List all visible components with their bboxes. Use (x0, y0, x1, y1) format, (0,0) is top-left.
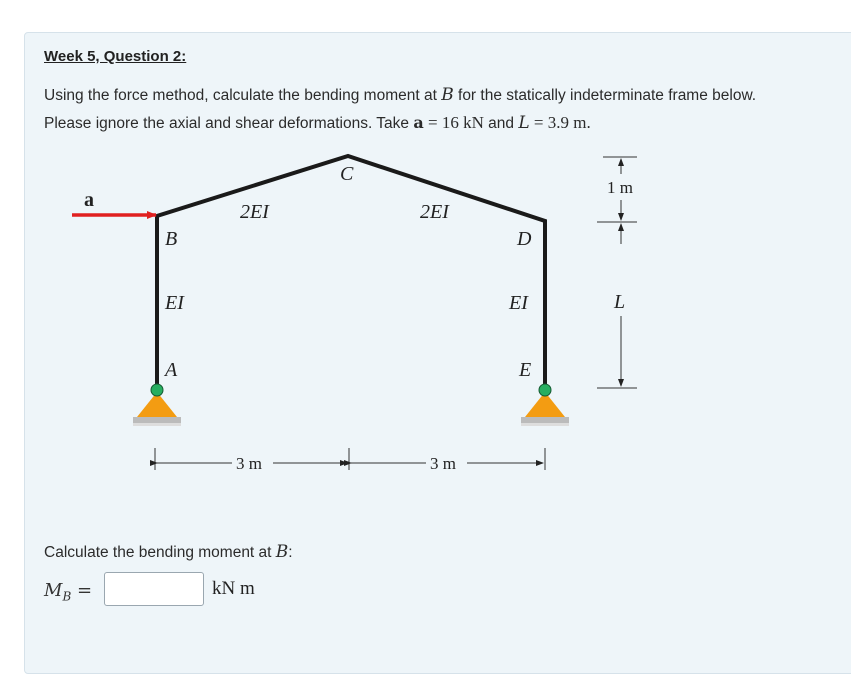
text-segment: and (483, 115, 519, 132)
math-var-L: L (518, 113, 530, 133)
answer-label (44, 580, 92, 604)
dimension-left-label: 3 m (236, 454, 262, 473)
math-var-M: M (44, 580, 63, 601)
node-label-A: A (165, 359, 178, 381)
node-label-B: B (165, 228, 178, 250)
moment-answer-input[interactable] (104, 572, 204, 606)
text-segment: Using the force method, calculate the bending moment at (44, 87, 442, 104)
dimension-rise-label: 1 m (607, 178, 633, 197)
math-var-a: a (413, 113, 424, 132)
dimension-right-label: 3 m (430, 454, 456, 473)
math-subscript: B (62, 589, 72, 604)
answer-prompt (44, 542, 293, 562)
text-segment: Please ignore the axial and shear deformations. Take (44, 115, 414, 132)
math-value-L: 3.9 m. (547, 113, 591, 132)
question-title: Week 5, Question 2: (44, 48, 187, 65)
text-segment: : (288, 544, 293, 561)
node-label-C: C (340, 163, 354, 185)
math-var: B (275, 542, 289, 562)
answer-unit: kN m (212, 578, 255, 599)
math-eq: = (71, 580, 93, 601)
math-eq: = (423, 113, 442, 132)
stiffness-left-rafter: 2EI (240, 201, 269, 223)
node-label-D: D (517, 228, 532, 250)
node-label-E: E (519, 359, 532, 381)
text-segment: for the statically indeterminate frame below. (453, 87, 757, 104)
pin-support-left (133, 384, 181, 426)
math-eq: = (529, 113, 548, 132)
dimension-horizontal (155, 448, 545, 470)
stiffness-right-rafter: 2EI (420, 201, 449, 223)
math-value-a: 16 kN (441, 113, 484, 132)
frame-members (157, 156, 545, 388)
load-label: a (84, 189, 94, 211)
text-segment: Calculate the bending moment at (44, 544, 276, 561)
stiffness-left-column: EI (165, 292, 184, 314)
math-var: B (441, 85, 454, 105)
pin-support-right (521, 384, 569, 426)
stiffness-right-column: EI (509, 292, 528, 314)
dimension-height-label: L (614, 291, 626, 313)
